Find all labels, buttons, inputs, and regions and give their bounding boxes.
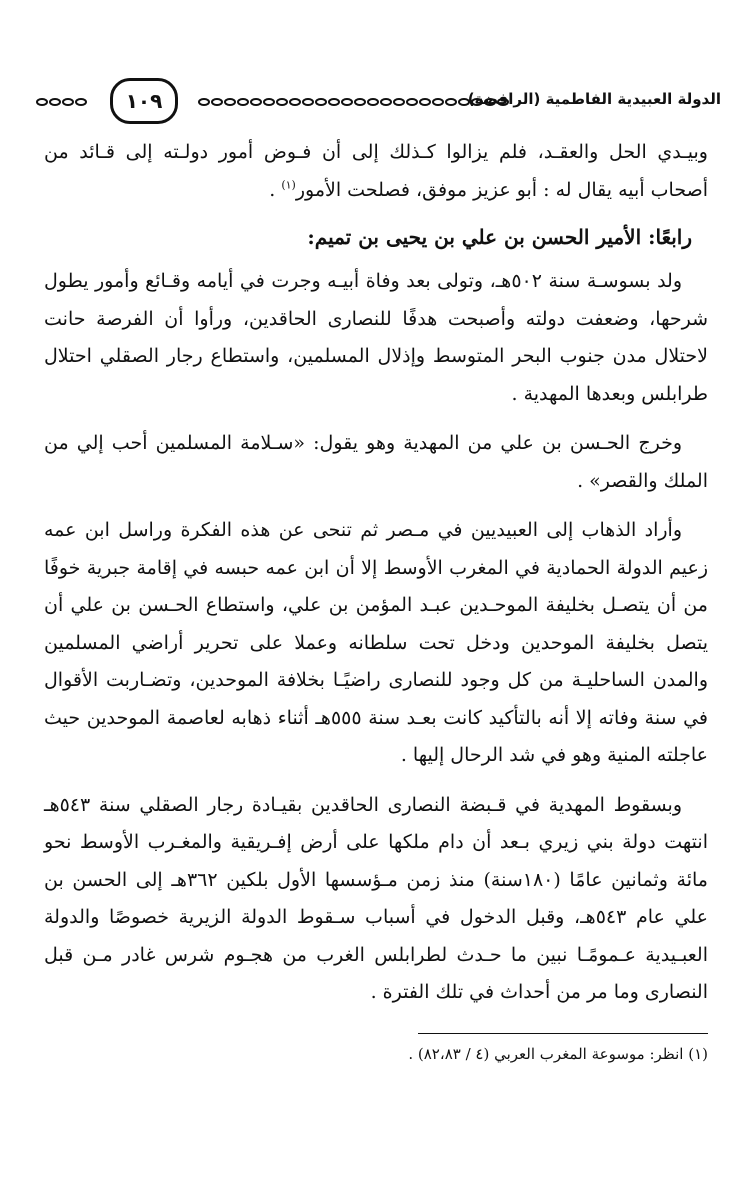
paragraph: وخرج الحـسن بن علي من المهدية وهو يقول: «سـلامة المسلمين أحب إلي من الملك والقصر» . — [44, 432, 708, 492]
running-header — [28, 78, 721, 126]
paragraph: ولد بسوسـة سنة ٥٠٢هـ، وتولى بعد وفاة أبيـه وجرت في أيامه وقـائع وأمور يطول شرحها، وضعفت دولته وأصبحت هدفًا للنصارى الحاقدين، ورأوا أن الفرصة حانت لاحتلال مدن جنوب البحر المتوسط وإذلال المسلمين، واستطاع رجار الصقلي احتلال طرابلس وبعدها المهدية . — [44, 270, 708, 405]
body-text — [44, 134, 708, 1012]
footnote-ref: (١) — [281, 178, 296, 192]
paragraph: وبيـدي الحل والعقـد، فلم يزالوا كـذلك إلى أن فـوض أمور دولـته إلى قـائد من أصحاب أبيه يقال له : أبو عزيز موفق، فصلحت الأمور$^{(١)}$ . — [44, 141, 708, 201]
ornament-chain — [198, 98, 509, 110]
footnote: (١) انظر: موسوعة المغرب العربي (٤ / ٨٢،٨٣) . — [408, 1045, 708, 1063]
running-title: الدولة العبيدية الفاطمية (الرافضة) — [467, 90, 721, 108]
section-heading: رابعًا: الأمير الحسن بن علي بن يحيى بن تميم: — [307, 225, 692, 249]
ornament-chain-small — [36, 98, 87, 110]
paragraph: وأراد الذهاب إلى العبيديين في مـصر ثم تنحى عن هذه الفكرة وراسل ابن عمه زعيم الدولة الحمادية في المغرب الأوسط إلا أن ابن عمه حبسه في إقامة جبرية خوفًا من أن يتصـل بخليفة الموحـدين عبـد المؤمن بن علي، واستطاع الحـسن بن علي أن يتصل بخليفة الموحدين ودخل تحت سلطانه وعملا على تحرير أراضي المسلمين والمدن الساحليـة من كل وجود للنصارى راضيًـا بخلافة الموحدين، وتضـاربت الأقوال في سنة وفاته إلا أنه بالتأكيد كانت بعـد سنة ٥٥٥هـ أثناء ذهابه لعاصمة الموحدين حيث عاجلته المنية وهو في شد الرحال إليها . — [44, 519, 708, 766]
footnote-divider — [418, 1033, 708, 1034]
page-number: ١٠٩ — [110, 78, 178, 124]
paragraph: وبسقوط المهدية في قـبضة النصارى الحاقدين بقيـادة رجار الصقلي سنة ٥٤٣هـ انتهت دولة بني زيري بـعد أن دام ملكها على أرض إفـريقية والمغـرب الأوسط نحو مائة وثمانين عامًا (١٨٠سنة) منذ زمن مـؤسسها الأول بلكين ٣٦٢هـ إلى الحسن بن علي عام ٥٤٣هـ، وقبل الدخول في أسباب سـقوط الدولة الزيرية خصوصًا والدولة العبـيدية عـمومًـا نبين ما حـدث لطرابلس الغرب من هجـوم شرس غادر مـن قبل النصارى وما مر من أحداث في تلك الفترة . — [44, 793, 708, 1003]
